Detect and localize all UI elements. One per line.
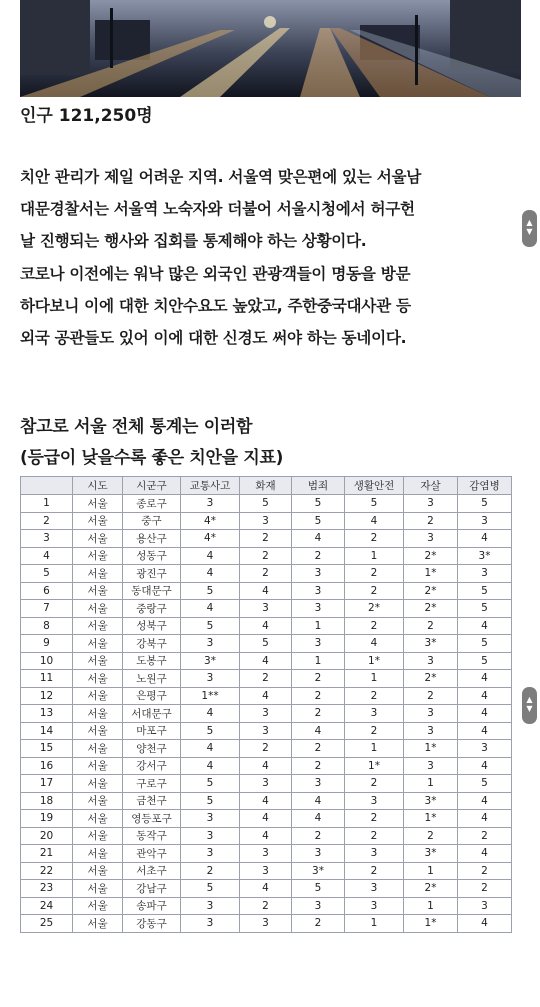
traffic-accident-cell: 5 bbox=[181, 880, 240, 898]
infectious-disease-cell: 4 bbox=[458, 915, 512, 933]
description-line: 날 진행되는 행사와 집회를 통제해야 하는 상황이다. bbox=[20, 232, 367, 251]
suicide-cell: 2 bbox=[404, 617, 458, 635]
seoul-safety-stats-table bbox=[20, 476, 512, 933]
crime-cell: 3 bbox=[292, 845, 345, 863]
rank-cell: 25 bbox=[21, 915, 73, 933]
rank-cell: 19 bbox=[21, 810, 73, 828]
crime-cell: 4 bbox=[292, 810, 345, 828]
suicide-cell: 1 bbox=[404, 862, 458, 880]
district-cell: 양천구 bbox=[123, 740, 181, 758]
suicide-cell: 3 bbox=[404, 722, 458, 740]
infectious-disease-cell: 4 bbox=[458, 670, 512, 688]
traffic-accident-cell: 3 bbox=[181, 915, 240, 933]
rank-cell: 13 bbox=[21, 705, 73, 723]
table-row bbox=[21, 897, 512, 915]
suicide-cell: 3* bbox=[404, 635, 458, 653]
table-row bbox=[21, 652, 512, 670]
living-safety-cell: 2 bbox=[345, 617, 404, 635]
rank-cell: 9 bbox=[21, 635, 73, 653]
infectious-disease-cell: 5 bbox=[458, 775, 512, 793]
city-cell: 서울 bbox=[73, 530, 123, 548]
table-row bbox=[21, 512, 512, 530]
living-safety-cell: 2* bbox=[345, 600, 404, 618]
infectious-disease-cell: 5 bbox=[458, 582, 512, 600]
description-line: 코로나 이전에는 워낙 많은 외국인 관광객들이 명동을 방문 bbox=[20, 264, 411, 283]
chevron-up-icon: ▲ bbox=[526, 218, 533, 227]
description-line: 외국 공관들도 있어 이에 대한 신경도 써야 하는 동네이다. bbox=[20, 329, 407, 348]
city-cell: 서울 bbox=[73, 670, 123, 688]
fire-cell: 4 bbox=[240, 757, 292, 775]
city-cell: 서울 bbox=[73, 845, 123, 863]
city-cell: 서울 bbox=[73, 722, 123, 740]
traffic-accident-cell: 2 bbox=[181, 862, 240, 880]
fire-cell: 5 bbox=[240, 635, 292, 653]
district-cell: 서초구 bbox=[123, 862, 181, 880]
living-safety-cell: 3 bbox=[345, 880, 404, 898]
fire-cell: 4 bbox=[240, 582, 292, 600]
traffic-accident-cell: 4 bbox=[181, 547, 240, 565]
fire-cell: 3 bbox=[240, 862, 292, 880]
fire-cell: 2 bbox=[240, 670, 292, 688]
city-cell: 서울 bbox=[73, 827, 123, 845]
district-cell: 강남구 bbox=[123, 880, 181, 898]
traffic-accident-cell: 5 bbox=[181, 775, 240, 793]
district-cell: 중구 bbox=[123, 512, 181, 530]
suicide-cell: 2* bbox=[404, 547, 458, 565]
table-row bbox=[21, 705, 512, 723]
rank-cell: 6 bbox=[21, 582, 73, 600]
table-row bbox=[21, 495, 512, 513]
suicide-cell: 2* bbox=[404, 582, 458, 600]
crime-cell: 3 bbox=[292, 897, 345, 915]
description-line: 치안 관리가 제일 어려운 지역. 서울역 맞은편에 있는 서울남 bbox=[20, 168, 421, 186]
fire-cell: 2 bbox=[240, 530, 292, 548]
rank-cell: 15 bbox=[21, 740, 73, 758]
suicide-cell: 2 bbox=[404, 827, 458, 845]
suicide-cell: 3 bbox=[404, 495, 458, 513]
table-row bbox=[21, 740, 512, 758]
crime-cell: 1 bbox=[292, 652, 345, 670]
district-cell: 용산구 bbox=[123, 530, 181, 548]
infectious-disease-cell: 4 bbox=[458, 530, 512, 548]
stats-note bbox=[20, 412, 283, 474]
suicide-cell: 1 bbox=[404, 775, 458, 793]
table-row bbox=[21, 635, 512, 653]
suicide-cell: 2* bbox=[404, 670, 458, 688]
rank-cell: 12 bbox=[21, 687, 73, 705]
traffic-accident-cell: 5 bbox=[181, 722, 240, 740]
crime-cell: 2 bbox=[292, 915, 345, 933]
fire-cell: 3 bbox=[240, 512, 292, 530]
fire-cell: 4 bbox=[240, 792, 292, 810]
city-cell: 서울 bbox=[73, 600, 123, 618]
city-cell: 서울 bbox=[73, 792, 123, 810]
district-cell: 종로구 bbox=[123, 495, 181, 513]
district-cell: 노원구 bbox=[123, 670, 181, 688]
suicide-cell: 3 bbox=[404, 705, 458, 723]
district-cell: 강동구 bbox=[123, 915, 181, 933]
traffic-accident-cell: 4 bbox=[181, 600, 240, 618]
infectious-disease-cell: 4 bbox=[458, 617, 512, 635]
living-safety-cell: 2 bbox=[345, 862, 404, 880]
table-row bbox=[21, 775, 512, 793]
district-cell: 성동구 bbox=[123, 547, 181, 565]
description-line: 대문경찰서는 서울역 노숙자와 더불어 서울시청에서 허구헌 bbox=[20, 200, 415, 219]
city-cell: 서울 bbox=[73, 862, 123, 880]
infectious-disease-cell: 5 bbox=[458, 635, 512, 653]
rank-cell: 22 bbox=[21, 862, 73, 880]
traffic-accident-cell: 5 bbox=[181, 617, 240, 635]
crime-cell: 2 bbox=[292, 740, 345, 758]
living-safety-cell: 1* bbox=[345, 757, 404, 775]
rank-cell: 5 bbox=[21, 565, 73, 583]
city-cell: 서울 bbox=[73, 547, 123, 565]
traffic-accident-cell: 3 bbox=[181, 827, 240, 845]
traffic-accident-cell: 5 bbox=[181, 582, 240, 600]
table-row bbox=[21, 827, 512, 845]
table-header-row bbox=[21, 477, 512, 495]
district-cell: 관악구 bbox=[123, 845, 181, 863]
city-cell: 서울 bbox=[73, 810, 123, 828]
traffic-accident-cell: 4* bbox=[181, 530, 240, 548]
table-row bbox=[21, 722, 512, 740]
crime-cell: 3 bbox=[292, 582, 345, 600]
suicide-cell: 3* bbox=[404, 792, 458, 810]
living-safety-cell: 3 bbox=[345, 897, 404, 915]
city-cell: 서울 bbox=[73, 897, 123, 915]
city-cell: 서울 bbox=[73, 617, 123, 635]
infectious-disease-cell: 2 bbox=[458, 827, 512, 845]
district-cell: 광진구 bbox=[123, 565, 181, 583]
fire-cell: 4 bbox=[240, 827, 292, 845]
district-cell: 서대문구 bbox=[123, 705, 181, 723]
city-cell: 서울 bbox=[73, 775, 123, 793]
living-safety-cell: 5 bbox=[345, 495, 404, 513]
living-safety-cell: 2 bbox=[345, 565, 404, 583]
district-cell: 영등포구 bbox=[123, 810, 181, 828]
description-line: 하다보니 이에 대한 치안수요도 높았고, 주한중국대사관 등 bbox=[20, 296, 411, 315]
crime-cell: 2 bbox=[292, 670, 345, 688]
table-row bbox=[21, 792, 512, 810]
chevron-down-icon: ▼ bbox=[526, 227, 533, 236]
city-cell: 서울 bbox=[73, 915, 123, 933]
crime-cell: 5 bbox=[292, 495, 345, 513]
rank-cell: 18 bbox=[21, 792, 73, 810]
crime-cell: 2 bbox=[292, 705, 345, 723]
city-cell: 서울 bbox=[73, 705, 123, 723]
city-cell: 서울 bbox=[73, 880, 123, 898]
infectious-disease-cell: 2 bbox=[458, 862, 512, 880]
living-safety-cell: 2 bbox=[345, 775, 404, 793]
infectious-disease-cell: 5 bbox=[458, 495, 512, 513]
infectious-disease-cell: 4 bbox=[458, 705, 512, 723]
table-row bbox=[21, 845, 512, 863]
rank-cell: 11 bbox=[21, 670, 73, 688]
crime-cell: 5 bbox=[292, 512, 345, 530]
traffic-accident-cell: 3 bbox=[181, 897, 240, 915]
table-row bbox=[21, 565, 512, 583]
fire-cell: 5 bbox=[240, 495, 292, 513]
living-safety-cell: 1 bbox=[345, 740, 404, 758]
city-night-photo bbox=[20, 0, 521, 97]
suicide-cell: 2 bbox=[404, 512, 458, 530]
suicide-cell: 3* bbox=[404, 845, 458, 863]
living-safety-cell: 2 bbox=[345, 810, 404, 828]
table-row bbox=[21, 880, 512, 898]
fire-cell: 4 bbox=[240, 652, 292, 670]
crime-cell: 4 bbox=[292, 792, 345, 810]
infectious-disease-cell: 4 bbox=[458, 722, 512, 740]
table-row bbox=[21, 530, 512, 548]
note-line: (등급이 낮을수록 좋은 치안을 지표) bbox=[20, 448, 284, 468]
fire-cell: 4 bbox=[240, 687, 292, 705]
crime-cell: 4 bbox=[292, 530, 345, 548]
crime-cell: 3* bbox=[292, 862, 345, 880]
table-row bbox=[21, 547, 512, 565]
suicide-cell: 1 bbox=[404, 897, 458, 915]
suicide-header: 자살 bbox=[404, 477, 458, 495]
infectious-disease-cell: 4 bbox=[458, 687, 512, 705]
crime-cell: 2 bbox=[292, 547, 345, 565]
city-cell: 서울 bbox=[73, 512, 123, 530]
district-cell: 도봉구 bbox=[123, 652, 181, 670]
fire-cell: 4 bbox=[240, 617, 292, 635]
rank-cell: 1 bbox=[21, 495, 73, 513]
table-row bbox=[21, 915, 512, 933]
living-safety-cell: 2 bbox=[345, 687, 404, 705]
suicide-cell: 1* bbox=[404, 565, 458, 583]
crime-cell: 2 bbox=[292, 757, 345, 775]
living-safety-cell: 2 bbox=[345, 722, 404, 740]
city-cell: 서울 bbox=[73, 757, 123, 775]
fire-cell: 2 bbox=[240, 740, 292, 758]
rank-cell: 17 bbox=[21, 775, 73, 793]
fire-cell: 2 bbox=[240, 547, 292, 565]
city-cell: 서울 bbox=[73, 635, 123, 653]
fire-cell: 3 bbox=[240, 845, 292, 863]
living-safety-cell: 1 bbox=[345, 547, 404, 565]
traffic-accident-cell: 3 bbox=[181, 635, 240, 653]
fire-cell: 3 bbox=[240, 722, 292, 740]
suicide-cell: 3 bbox=[404, 530, 458, 548]
city-header: 시도 bbox=[73, 477, 123, 495]
infectious-disease-cell: 3 bbox=[458, 565, 512, 583]
traffic-accident-cell: 3* bbox=[181, 652, 240, 670]
district-header: 시군구 bbox=[123, 477, 181, 495]
district-cell: 마포구 bbox=[123, 722, 181, 740]
fire-cell: 3 bbox=[240, 600, 292, 618]
suicide-cell: 2 bbox=[404, 687, 458, 705]
living-safety-cell: 1 bbox=[345, 915, 404, 933]
living-safety-cell: 2 bbox=[345, 530, 404, 548]
chevron-up-icon: ▲ bbox=[526, 695, 533, 704]
crime-cell: 3 bbox=[292, 600, 345, 618]
fire-cell: 2 bbox=[240, 565, 292, 583]
traffic-accident-header: 교통사고 bbox=[181, 477, 240, 495]
living-safety-header: 생활안전 bbox=[345, 477, 404, 495]
rank-cell: 3 bbox=[21, 530, 73, 548]
living-safety-cell: 3 bbox=[345, 705, 404, 723]
traffic-accident-cell: 1** bbox=[181, 687, 240, 705]
city-cell: 서울 bbox=[73, 740, 123, 758]
scroll-handle-bottom[interactable] bbox=[522, 687, 537, 724]
city-night-illustration bbox=[20, 0, 521, 97]
infectious-disease-cell: 4 bbox=[458, 845, 512, 863]
infectious-disease-cell: 4 bbox=[458, 810, 512, 828]
population-label: 인구 121,250명 bbox=[20, 106, 153, 126]
traffic-accident-cell: 5 bbox=[181, 792, 240, 810]
traffic-accident-cell: 3 bbox=[181, 810, 240, 828]
district-cell: 성북구 bbox=[123, 617, 181, 635]
city-cell: 서울 bbox=[73, 652, 123, 670]
living-safety-cell: 2 bbox=[345, 582, 404, 600]
fire-cell: 3 bbox=[240, 775, 292, 793]
rank-cell: 7 bbox=[21, 600, 73, 618]
scroll-handle-top[interactable] bbox=[522, 210, 537, 247]
city-cell: 서울 bbox=[73, 582, 123, 600]
district-cell: 강서구 bbox=[123, 757, 181, 775]
infectious-disease-cell: 4 bbox=[458, 792, 512, 810]
crime-cell: 4 bbox=[292, 722, 345, 740]
traffic-accident-cell: 4 bbox=[181, 740, 240, 758]
table-row bbox=[21, 670, 512, 688]
fire-header: 화재 bbox=[240, 477, 292, 495]
living-safety-cell: 1* bbox=[345, 652, 404, 670]
rank-cell: 14 bbox=[21, 722, 73, 740]
traffic-accident-cell: 4* bbox=[181, 512, 240, 530]
table-row bbox=[21, 687, 512, 705]
living-safety-cell: 4 bbox=[345, 635, 404, 653]
crime-cell: 3 bbox=[292, 635, 345, 653]
chevron-down-icon: ▼ bbox=[526, 704, 533, 713]
suicide-cell: 2* bbox=[404, 880, 458, 898]
infectious-disease-cell: 5 bbox=[458, 652, 512, 670]
traffic-accident-cell: 3 bbox=[181, 670, 240, 688]
suicide-cell: 1* bbox=[404, 740, 458, 758]
infectious-disease-cell: 4 bbox=[458, 757, 512, 775]
infectious-disease-cell: 3 bbox=[458, 897, 512, 915]
infectious-disease-cell: 3 bbox=[458, 740, 512, 758]
rank-cell: 16 bbox=[21, 757, 73, 775]
district-cell: 중랑구 bbox=[123, 600, 181, 618]
rank-cell: 20 bbox=[21, 827, 73, 845]
table-row bbox=[21, 617, 512, 635]
traffic-accident-cell: 4 bbox=[181, 565, 240, 583]
crime-cell: 1 bbox=[292, 617, 345, 635]
suicide-cell: 1* bbox=[404, 810, 458, 828]
traffic-accident-cell: 3 bbox=[181, 495, 240, 513]
suicide-cell: 1* bbox=[404, 915, 458, 933]
crime-cell: 2 bbox=[292, 827, 345, 845]
fire-cell: 4 bbox=[240, 810, 292, 828]
district-cell: 구로구 bbox=[123, 775, 181, 793]
traffic-accident-cell: 4 bbox=[181, 757, 240, 775]
crime-cell: 3 bbox=[292, 565, 345, 583]
suicide-cell: 3 bbox=[404, 652, 458, 670]
traffic-accident-cell: 4 bbox=[181, 705, 240, 723]
traffic-accident-cell: 3 bbox=[181, 845, 240, 863]
rank-cell: 10 bbox=[21, 652, 73, 670]
rank-cell: 24 bbox=[21, 897, 73, 915]
living-safety-cell: 4 bbox=[345, 512, 404, 530]
district-cell: 강북구 bbox=[123, 635, 181, 653]
rank-cell: 4 bbox=[21, 547, 73, 565]
district-cell: 동작구 bbox=[123, 827, 181, 845]
crime-cell: 5 bbox=[292, 880, 345, 898]
rank-header bbox=[21, 477, 73, 495]
city-cell: 서울 bbox=[73, 687, 123, 705]
crime-cell: 2 bbox=[292, 687, 345, 705]
table-row bbox=[21, 810, 512, 828]
district-cell: 은평구 bbox=[123, 687, 181, 705]
district-cell: 동대문구 bbox=[123, 582, 181, 600]
table-row bbox=[21, 757, 512, 775]
rank-cell: 21 bbox=[21, 845, 73, 863]
living-safety-cell: 3 bbox=[345, 845, 404, 863]
living-safety-cell: 3 bbox=[345, 792, 404, 810]
rank-cell: 23 bbox=[21, 880, 73, 898]
fire-cell: 4 bbox=[240, 880, 292, 898]
infectious-disease-cell: 5 bbox=[458, 600, 512, 618]
crime-header: 범죄 bbox=[292, 477, 345, 495]
infectious-disease-cell: 3 bbox=[458, 512, 512, 530]
city-cell: 서울 bbox=[73, 565, 123, 583]
area-description bbox=[20, 161, 525, 354]
fire-cell: 2 bbox=[240, 897, 292, 915]
district-cell: 송파구 bbox=[123, 897, 181, 915]
infectious-disease-header: 감염병 bbox=[458, 477, 512, 495]
living-safety-cell: 2 bbox=[345, 827, 404, 845]
rank-cell: 2 bbox=[21, 512, 73, 530]
table-row bbox=[21, 582, 512, 600]
note-line: 참고로 서울 전체 통계는 이러함 bbox=[20, 417, 253, 437]
infectious-disease-cell: 2 bbox=[458, 880, 512, 898]
district-cell: 금천구 bbox=[123, 792, 181, 810]
table-row bbox=[21, 600, 512, 618]
suicide-cell: 2* bbox=[404, 600, 458, 618]
living-safety-cell: 1 bbox=[345, 670, 404, 688]
crime-cell: 3 bbox=[292, 775, 345, 793]
rank-cell: 8 bbox=[21, 617, 73, 635]
fire-cell: 3 bbox=[240, 705, 292, 723]
city-cell: 서울 bbox=[73, 495, 123, 513]
suicide-cell: 3 bbox=[404, 757, 458, 775]
infectious-disease-cell: 3* bbox=[458, 547, 512, 565]
table-row bbox=[21, 862, 512, 880]
fire-cell: 3 bbox=[240, 915, 292, 933]
